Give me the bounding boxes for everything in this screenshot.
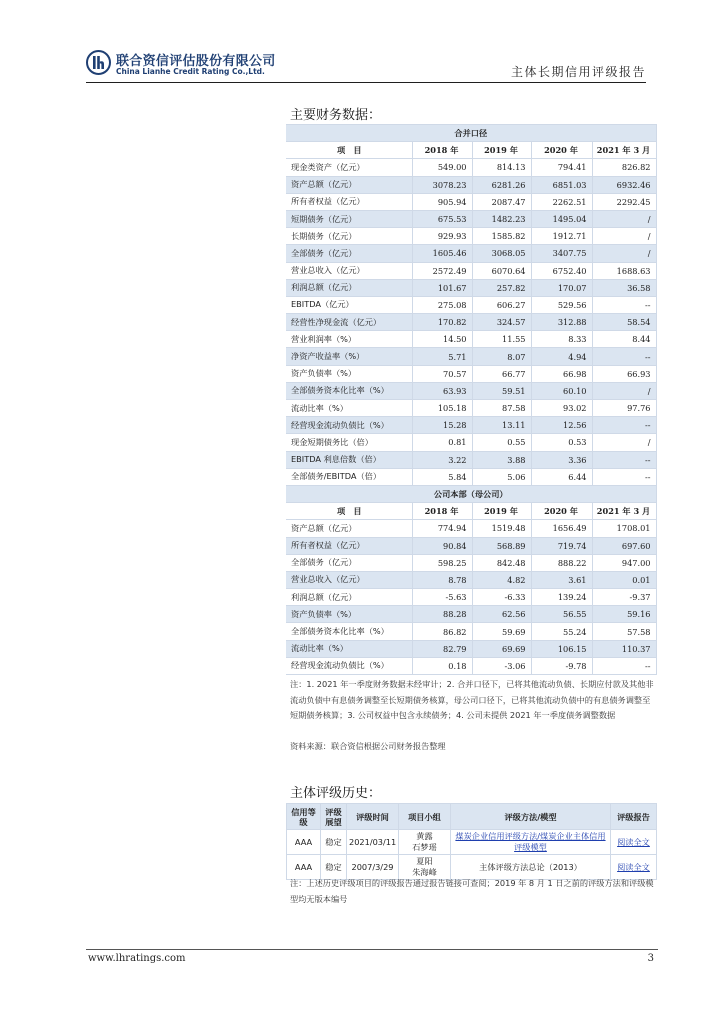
table-cell: -9.78: [531, 657, 592, 674]
financial-table: [286, 124, 657, 675]
footer-url: www.lhratings.com: [88, 953, 186, 964]
read-full-text-link[interactable]: 阅读全文: [611, 855, 657, 880]
row-label: 所有者权益（亿元）: [286, 537, 412, 554]
column-header: 2018 年: [412, 503, 472, 520]
table-cell: 139.24: [531, 589, 592, 606]
table-cell: 12.56: [531, 417, 592, 434]
row-label: EBITDA 利息倍数（倍）: [286, 451, 412, 468]
table-row: [286, 159, 656, 176]
column-header: 2019 年: [472, 142, 531, 159]
row-label: 营业利润率（%）: [286, 331, 412, 348]
table-row: [286, 365, 656, 382]
table-cell: 947.00: [592, 554, 656, 571]
rating-history-table: [286, 803, 657, 880]
table-cell: 170.82: [412, 314, 472, 331]
history-grade: AAA: [287, 830, 321, 855]
row-label: 资产负债率（%）: [286, 606, 412, 623]
row-label: 长期债务（亿元）: [286, 228, 412, 245]
table-cell: 888.22: [531, 554, 592, 571]
report-title: 主体长期信用评级报告: [510, 65, 646, 79]
table-cell: /: [592, 434, 656, 451]
table-row: [286, 245, 656, 262]
table-cell: -9.37: [592, 589, 656, 606]
table-cell: 5.84: [412, 468, 472, 485]
table-row: [286, 176, 656, 193]
table-cell: 59.69: [472, 623, 531, 640]
table-row: [286, 262, 656, 279]
history-grade: AAA: [287, 855, 321, 880]
table-cell: /: [592, 382, 656, 399]
table-cell: 106.15: [531, 640, 592, 657]
table-cell: 549.00: [412, 159, 472, 176]
table-cell: 3078.23: [412, 176, 472, 193]
table-cell: 8.07: [472, 348, 531, 365]
lianhe-logo-icon: [86, 50, 111, 75]
table-cell: 69.69: [472, 640, 531, 657]
table-cell: 842.48: [472, 554, 531, 571]
table-cell: 814.13: [472, 159, 531, 176]
table-cell: 15.28: [412, 417, 472, 434]
column-header: 2021 年 3 月: [592, 142, 656, 159]
row-label: 资产总额（亿元）: [286, 520, 412, 537]
row-label: 营业总收入（亿元）: [286, 571, 412, 588]
table-cell: 1519.48: [472, 520, 531, 537]
table-cell: 4.82: [472, 571, 531, 588]
table-cell: 6.44: [531, 468, 592, 485]
table-row: [286, 520, 656, 537]
table-row: [286, 228, 656, 245]
table-cell: 3.88: [472, 451, 531, 468]
table-cell: 6281.26: [472, 176, 531, 193]
table-cell: 8.33: [531, 331, 592, 348]
table-cell: 55.24: [531, 623, 592, 640]
table-cell: 86.82: [412, 623, 472, 640]
parent-caption: [286, 485, 656, 502]
company-name-cn: 联合资信评估股份有限公司: [116, 54, 276, 69]
table-row: [286, 589, 656, 606]
table-row: [286, 417, 656, 434]
column-header: 项目小组: [399, 804, 451, 830]
table-cell: 13.11: [472, 417, 531, 434]
table-row: [286, 623, 656, 640]
table-cell: 719.74: [531, 537, 592, 554]
table-row: [286, 279, 656, 296]
row-label: 经营性净现金流（亿元）: [286, 314, 412, 331]
row-label: 营业总收入（亿元）: [286, 262, 412, 279]
column-header: 评级展望: [321, 804, 347, 830]
table-cell: 929.93: [412, 228, 472, 245]
table-cell: 88.28: [412, 606, 472, 623]
column-header: 2019 年: [472, 503, 531, 520]
table-cell: 5.71: [412, 348, 472, 365]
history-team: 夏阳 朱海峰: [399, 855, 451, 880]
table-row: [286, 400, 656, 417]
table-cell: 1656.49: [531, 520, 592, 537]
table-cell: 606.27: [472, 296, 531, 313]
table-row: [286, 606, 656, 623]
table-cell: --: [592, 468, 656, 485]
table-cell: 697.60: [592, 537, 656, 554]
history-header-row: [287, 804, 657, 830]
column-header-row: [286, 503, 656, 520]
table-cell: 3407.75: [531, 245, 592, 262]
table-row: [286, 451, 656, 468]
history-date: 2021/03/11: [347, 830, 399, 855]
table-cell: 0.18: [412, 657, 472, 674]
table-cell: 11.55: [472, 331, 531, 348]
table-cell: 0.55: [472, 434, 531, 451]
table-cell: /: [592, 210, 656, 227]
row-label: 流动比率（%）: [286, 400, 412, 417]
table-cell: 110.37: [592, 640, 656, 657]
table-cell: 1708.01: [592, 520, 656, 537]
table-cell: 58.54: [592, 314, 656, 331]
table-cell: 87.58: [472, 400, 531, 417]
history-row: [287, 830, 657, 855]
table-cell: 275.08: [412, 296, 472, 313]
table-cell: 93.02: [531, 400, 592, 417]
table-row: [286, 193, 656, 210]
table-row: [286, 468, 656, 485]
table-cell: 57.58: [592, 623, 656, 640]
table-cell: 1585.82: [472, 228, 531, 245]
table-cell: 2262.51: [531, 193, 592, 210]
table-row: [286, 348, 656, 365]
table-cell: 905.94: [412, 193, 472, 210]
table-cell: 66.98: [531, 365, 592, 382]
row-label: 经营现金流动负债比（%）: [286, 417, 412, 434]
table-cell: 105.18: [412, 400, 472, 417]
table-cell: 70.57: [412, 365, 472, 382]
page-number: 3: [647, 953, 654, 964]
table-cell: 97.76: [592, 400, 656, 417]
table-cell: 56.55: [531, 606, 592, 623]
row-label: 全部债务/EBITDA（倍）: [286, 468, 412, 485]
table-cell: 6851.03: [531, 176, 592, 193]
table-cell: 568.89: [472, 537, 531, 554]
table-cell: 598.25: [412, 554, 472, 571]
table-cell: 4.94: [531, 348, 592, 365]
history-outlook: 稳定: [321, 830, 347, 855]
table-cell: 1605.46: [412, 245, 472, 262]
column-header: 评级方法/模型: [451, 804, 611, 830]
row-label: 利润总额（亿元）: [286, 279, 412, 296]
table-cell: 3.22: [412, 451, 472, 468]
financial-note: 注：1. 2021 年一季度财务数据未经审计；2. 合并口径下，已将其他流动负债、长期应付款及其他非流动负债中有息债务调整至长短期债务核算，母公司口径下，已将其他流动负债中的有息债务调整至短期债务核算；3. 公司权益中包含永续债务；4. 公司未提供 2021 年一季度债务调整数据: [290, 679, 654, 720]
table-cell: -6.33: [472, 589, 531, 606]
row-label: 现金短期债务比（倍）: [286, 434, 412, 451]
history-team: 黄露 石梦瑶: [399, 830, 451, 855]
financial-section-title: 主要财务数据：: [290, 108, 382, 123]
company-name-en: China Lianhe Credit Rating Co.,Ltd.: [116, 67, 265, 76]
table-row: [286, 537, 656, 554]
row-label: 全部债务资本化比率（%）: [286, 382, 412, 399]
row-label: 所有者权益（亿元）: [286, 193, 412, 210]
column-header: 评级时间: [347, 804, 399, 830]
financial-table-body: [286, 125, 656, 675]
history-note: 注：上述历史评级项目的评级报告通过报告链接可查阅；2019 年 8 月 1 日之前的评级方法和评级模型均无版本编号: [290, 878, 654, 904]
financial-source: 资料来源：联合资信根据公司财务报告整理: [290, 741, 446, 751]
column-header-row: [286, 142, 656, 159]
table-cell: 5.06: [472, 468, 531, 485]
table-cell: 59.51: [472, 382, 531, 399]
table-cell: 36.58: [592, 279, 656, 296]
table-row: [286, 571, 656, 588]
table-cell: 312.88: [531, 314, 592, 331]
table-cell: /: [592, 228, 656, 245]
table-cell: /: [592, 245, 656, 262]
table-cell: 0.01: [592, 571, 656, 588]
column-header: 2018 年: [412, 142, 472, 159]
row-label: 资产负债率（%）: [286, 365, 412, 382]
table-cell: --: [592, 348, 656, 365]
row-label: 经营现金流动负债比（%）: [286, 657, 412, 674]
history-outlook: 稳定: [321, 855, 347, 880]
table-row: [286, 296, 656, 313]
table-row: [286, 210, 656, 227]
footer-divider: [86, 949, 658, 950]
table-cell: 794.41: [531, 159, 592, 176]
row-label: 净资产收益率（%）: [286, 348, 412, 365]
table-row: [286, 657, 656, 674]
table-cell: 1482.23: [472, 210, 531, 227]
table-cell: 1495.04: [531, 210, 592, 227]
read-full-text-link[interactable]: 阅读全文: [611, 830, 657, 855]
table-row: [286, 554, 656, 571]
table-cell: 2572.49: [412, 262, 472, 279]
history-method: 主体评级方法总论（2013）: [451, 855, 611, 880]
table-row: [286, 382, 656, 399]
table-row: [286, 331, 656, 348]
table-cell: 774.94: [412, 520, 472, 537]
consolidated-caption-label: 合并口径: [286, 125, 656, 142]
table-cell: 82.79: [412, 640, 472, 657]
table-cell: 14.50: [412, 331, 472, 348]
table-row: [286, 640, 656, 657]
table-cell: 529.56: [531, 296, 592, 313]
column-header: 评级报告: [611, 804, 657, 830]
table-cell: 3068.05: [472, 245, 531, 262]
table-cell: 8.44: [592, 331, 656, 348]
table-cell: 60.10: [531, 382, 592, 399]
rating-history-body: [287, 804, 657, 880]
table-cell: 826.82: [592, 159, 656, 176]
table-cell: 2087.47: [472, 193, 531, 210]
row-label: 全部债务（亿元）: [286, 245, 412, 262]
column-header: 项 目: [286, 142, 412, 159]
table-cell: 324.57: [472, 314, 531, 331]
page-header: [0, 0, 724, 90]
history-date: 2007/3/29: [347, 855, 399, 880]
header-divider: [86, 82, 646, 83]
row-label: EBITDA（亿元）: [286, 296, 412, 313]
table-cell: 1688.63: [592, 262, 656, 279]
row-label: 现金类资产（亿元）: [286, 159, 412, 176]
table-cell: 101.67: [412, 279, 472, 296]
table-cell: 0.81: [412, 434, 472, 451]
table-cell: -3.06: [472, 657, 531, 674]
table-cell: --: [592, 417, 656, 434]
table-cell: 0.53: [531, 434, 592, 451]
table-cell: -5.63: [412, 589, 472, 606]
table-cell: 6752.40: [531, 262, 592, 279]
rating-method-link[interactable]: 煤炭企业信用评级方法/煤炭企业主体信用评级模型: [451, 830, 611, 855]
table-row: [286, 314, 656, 331]
table-row: [286, 434, 656, 451]
table-cell: 2292.45: [592, 193, 656, 210]
row-label: 资产总额（亿元）: [286, 176, 412, 193]
table-cell: 66.77: [472, 365, 531, 382]
table-cell: 63.93: [412, 382, 472, 399]
row-label: 全部债务资本化比率（%）: [286, 623, 412, 640]
table-cell: 170.07: [531, 279, 592, 296]
column-header: 2020 年: [531, 503, 592, 520]
table-cell: 1912.71: [531, 228, 592, 245]
table-cell: --: [592, 657, 656, 674]
parent-caption-label: 公司本部（母公司）: [286, 485, 656, 502]
column-header: 2021 年 3 月: [592, 503, 656, 520]
table-cell: 6070.64: [472, 262, 531, 279]
column-header: 项 目: [286, 503, 412, 520]
table-cell: --: [592, 296, 656, 313]
row-label: 流动比率（%）: [286, 640, 412, 657]
row-label: 利润总额（亿元）: [286, 589, 412, 606]
consolidated-caption: [286, 125, 656, 142]
table-cell: --: [592, 451, 656, 468]
table-cell: 66.93: [592, 365, 656, 382]
table-cell: 8.78: [412, 571, 472, 588]
history-section-title: 主体评级历史：: [290, 786, 382, 801]
table-cell: 675.53: [412, 210, 472, 227]
table-cell: 59.16: [592, 606, 656, 623]
row-label: 全部债务（亿元）: [286, 554, 412, 571]
column-header: 信用等级: [287, 804, 321, 830]
row-label: 短期债务（亿元）: [286, 210, 412, 227]
table-cell: 6932.46: [592, 176, 656, 193]
column-header: 2020 年: [531, 142, 592, 159]
table-cell: 3.61: [531, 571, 592, 588]
table-cell: 90.84: [412, 537, 472, 554]
table-cell: 62.56: [472, 606, 531, 623]
table-cell: 3.36: [531, 451, 592, 468]
table-cell: 257.82: [472, 279, 531, 296]
